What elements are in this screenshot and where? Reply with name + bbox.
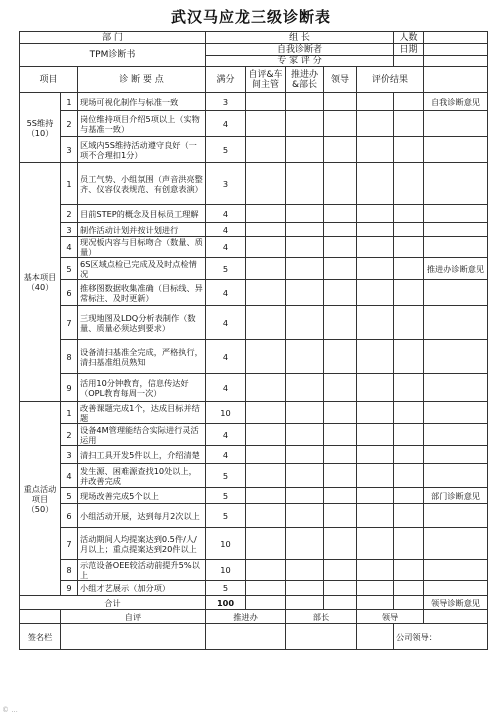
opinion-cell[interactable] (424, 340, 488, 374)
row-no: 8 (61, 560, 78, 581)
score-cell[interactable] (357, 306, 394, 340)
score-cell[interactable] (286, 402, 324, 424)
score-cell[interactable] (286, 237, 324, 258)
row-score: 4 (206, 237, 246, 258)
col-points: 诊 断 要 点 (78, 67, 206, 93)
score-cell[interactable] (286, 258, 324, 280)
score-cell[interactable] (357, 560, 394, 581)
score-cell[interactable] (324, 280, 357, 306)
score-cell[interactable] (324, 402, 357, 424)
row-point: 现场改善完成5个以上 (78, 488, 206, 504)
row-no: 2 (61, 205, 78, 223)
score-cell[interactable] (357, 137, 394, 163)
score-cell[interactable] (357, 93, 394, 111)
score-cell[interactable] (246, 223, 286, 237)
score-cell[interactable] (286, 464, 324, 488)
row-point: 推移图数据收集准确（目标线、异常标注、及时更新） (78, 280, 206, 306)
row-no: 1 (61, 163, 78, 205)
score-cell[interactable] (286, 581, 324, 596)
opinion-cell[interactable] (424, 424, 488, 446)
opinion-cell[interactable] (424, 237, 488, 258)
score-cell[interactable] (324, 306, 357, 340)
row-no: 3 (61, 223, 78, 237)
row-point: 改善课题完成1个，达成目标并结题 (78, 402, 206, 424)
score-cell[interactable] (246, 464, 286, 488)
table-row (20, 488, 488, 504)
row-no: 9 (61, 374, 78, 402)
score-cell[interactable] (246, 280, 286, 306)
score-cell[interactable] (246, 111, 286, 137)
score-cell[interactable] (357, 205, 394, 223)
table-row (20, 237, 488, 258)
signature-head[interactable] (286, 624, 357, 650)
expert-score-label: 专 家 评 分 (206, 56, 394, 67)
score-cell[interactable] (357, 374, 394, 402)
row-no: 5 (61, 488, 78, 504)
score-cell[interactable] (286, 560, 324, 581)
score-cell[interactable] (357, 528, 394, 560)
row-point: 活动期间人均提案达到0.5件/人/月以上；重点提案达到20件以上 (78, 528, 206, 560)
score-cell[interactable] (246, 528, 286, 560)
row-point: 现况板内容与目标吻合（数量、质量） (78, 237, 206, 258)
row-score: 4 (206, 111, 246, 137)
total-row (20, 596, 488, 610)
opinion-cell[interactable] (424, 280, 488, 306)
score-cell[interactable] (246, 93, 286, 111)
score-cell[interactable] (324, 93, 357, 111)
row-point: 现场可视化制作与标准一致 (78, 93, 206, 111)
score-cell[interactable] (394, 137, 424, 163)
opinion-cell[interactable] (424, 464, 488, 488)
score-cell[interactable] (394, 306, 424, 340)
score-cell[interactable] (394, 111, 424, 137)
total-label: 合计 (20, 596, 206, 610)
row-point: 三现地图及LDQ分析表制作（数量、质量必须达到要求） (78, 306, 206, 340)
opinion-cell[interactable] (424, 306, 488, 340)
score-cell[interactable] (394, 446, 424, 464)
table-row (20, 464, 488, 488)
score-cell[interactable] (394, 528, 424, 560)
row-point: 活用10分钟教育，信息传达好（OPL教育每周一次） (78, 374, 206, 402)
score-cell[interactable] (394, 504, 424, 528)
company-leader-label[interactable]: 公司领导： (394, 624, 488, 650)
section-name: 5S维持（10） (20, 93, 61, 163)
table-row (20, 424, 488, 446)
score-cell[interactable] (357, 340, 394, 374)
table-row (20, 205, 488, 223)
score-cell[interactable] (394, 163, 424, 205)
score-cell[interactable] (357, 237, 394, 258)
row-point: 目前STEP的概念及目标员工理解 (78, 205, 206, 223)
row-score: 4 (206, 280, 246, 306)
team-leader-label: 组 长 (206, 32, 394, 44)
score-cell[interactable] (324, 528, 357, 560)
score-cell[interactable] (394, 93, 424, 111)
row-score: 4 (206, 205, 246, 223)
sign-header-row (20, 610, 488, 624)
score-cell[interactable] (324, 424, 357, 446)
row-point: 6S区域点检已完成及及时点检情况 (78, 258, 206, 280)
score-cell[interactable] (357, 424, 394, 446)
row-score: 10 (206, 402, 246, 424)
score-cell[interactable] (357, 402, 394, 424)
score-cell[interactable] (394, 280, 424, 306)
row-no: 7 (61, 306, 78, 340)
opinion-cell[interactable] (424, 223, 488, 237)
score-cell[interactable] (286, 504, 324, 528)
table-row (20, 111, 488, 137)
score-cell[interactable] (357, 258, 394, 280)
score-cell[interactable] (286, 111, 324, 137)
score-cell[interactable] (324, 163, 357, 205)
row-no: 8 (61, 340, 78, 374)
opinion-cell[interactable] (424, 374, 488, 402)
section-name: 重点活动项目（50） (20, 402, 61, 596)
row-score: 5 (206, 504, 246, 528)
opinion-label: 部门诊断意见 (424, 488, 488, 504)
score-cell[interactable] (246, 374, 286, 402)
score-cell[interactable] (357, 596, 394, 610)
row-no: 1 (61, 93, 78, 111)
opinion-cell[interactable] (424, 581, 488, 596)
score-cell[interactable] (394, 464, 424, 488)
score-cell[interactable] (246, 424, 286, 446)
table-row (20, 446, 488, 464)
col-item: 项目 (20, 67, 78, 93)
opinion-cell[interactable] (424, 446, 488, 464)
row-score: 3 (206, 93, 246, 111)
score-cell[interactable] (246, 488, 286, 504)
score-cell[interactable] (246, 581, 286, 596)
row-point: 区域内5S维持活动遵守良好（一项不合理扣1分） (78, 137, 206, 163)
score-cell[interactable] (324, 258, 357, 280)
row-no: 5 (61, 258, 78, 280)
col-promo-head: 推进办&部长 (286, 67, 324, 93)
opinion-cell[interactable] (424, 560, 488, 581)
row-score: 4 (206, 306, 246, 340)
score-cell[interactable] (394, 223, 424, 237)
row-point: 设备清扫基准全完成，严格执行，清扫基准组员熟知 (78, 340, 206, 374)
opinion-label: 自我诊断意见 (424, 93, 488, 111)
sign-self: 自评 (61, 610, 206, 624)
score-cell[interactable] (286, 488, 324, 504)
score-cell[interactable] (286, 93, 324, 111)
sign-label: 签名栏 (20, 624, 61, 650)
row-no: 9 (61, 581, 78, 596)
score-cell[interactable] (394, 374, 424, 402)
score-cell[interactable] (286, 163, 324, 205)
score-cell[interactable] (324, 237, 357, 258)
score-cell[interactable] (394, 581, 424, 596)
row-point: 岗位维持项目介绍5项以上（实物与基准一致） (78, 111, 206, 137)
score-cell[interactable] (286, 205, 324, 223)
sign-leader: 领导 (357, 610, 424, 624)
score-cell[interactable] (394, 596, 424, 610)
score-cell[interactable] (246, 205, 286, 223)
opinion-cell[interactable] (424, 402, 488, 424)
score-cell[interactable] (324, 205, 357, 223)
score-cell[interactable] (324, 581, 357, 596)
table-row (20, 560, 488, 581)
row-score: 4 (206, 223, 246, 237)
row-score: 4 (206, 446, 246, 464)
row-no: 4 (61, 464, 78, 488)
row-no: 2 (61, 424, 78, 446)
table-row (20, 581, 488, 596)
row-point: 小组活动开展，达到每月2次以上 (78, 504, 206, 528)
score-cell[interactable] (394, 402, 424, 424)
score-cell[interactable] (394, 340, 424, 374)
sign-promo: 推进办 (206, 610, 286, 624)
score-cell[interactable] (286, 306, 324, 340)
score-cell[interactable] (286, 374, 324, 402)
people-count-label: 人数 (394, 32, 424, 44)
score-cell[interactable] (357, 446, 394, 464)
col-leader: 领导 (324, 67, 357, 93)
row-point: 小组才艺展示（加分项） (78, 581, 206, 596)
score-cell[interactable] (246, 163, 286, 205)
opinion-cell[interactable] (424, 137, 488, 163)
opinion-cell[interactable] (424, 111, 488, 137)
opinion-cell[interactable] (424, 528, 488, 560)
signature-promo[interactable] (206, 624, 286, 650)
score-cell[interactable] (286, 280, 324, 306)
score-cell[interactable] (357, 223, 394, 237)
score-cell[interactable] (324, 340, 357, 374)
table-row (20, 504, 488, 528)
table-row (20, 340, 488, 374)
score-cell[interactable] (324, 111, 357, 137)
table-row (20, 258, 488, 280)
signature-self[interactable] (61, 624, 206, 650)
score-cell[interactable] (357, 280, 394, 306)
score-cell[interactable] (357, 504, 394, 528)
tpm-book-label: TPM诊断书 (20, 44, 206, 67)
row-point: 员工气势、小组氛围（声音洪亮整齐、仪容仪表规范、有创意表演） (78, 163, 206, 205)
row-no: 6 (61, 280, 78, 306)
table-row (20, 280, 488, 306)
score-cell[interactable] (324, 596, 357, 610)
score-cell[interactable] (394, 424, 424, 446)
row-point: 清扫工具开发5件以上，介绍清楚 (78, 446, 206, 464)
diagnosis-table (19, 31, 488, 650)
score-cell[interactable] (246, 137, 286, 163)
row-score: 5 (206, 488, 246, 504)
score-cell[interactable] (246, 258, 286, 280)
score-cell[interactable] (246, 402, 286, 424)
row-no: 4 (61, 237, 78, 258)
score-cell[interactable] (286, 137, 324, 163)
score-cell[interactable] (246, 596, 286, 610)
date-value[interactable] (424, 44, 488, 56)
table-row (20, 163, 488, 205)
date-label: 日期 (394, 44, 424, 56)
row-score: 4 (206, 374, 246, 402)
row-point: 设备4M管理能结合实际进行灵活运用 (78, 424, 206, 446)
score-cell[interactable] (286, 223, 324, 237)
row-no: 2 (61, 111, 78, 137)
row-no: 3 (61, 137, 78, 163)
row-score: 5 (206, 464, 246, 488)
score-cell[interactable] (324, 504, 357, 528)
score-cell[interactable] (357, 163, 394, 205)
score-cell[interactable] (357, 111, 394, 137)
row-no: 3 (61, 446, 78, 464)
opinion-label: 推进办诊断意见 (424, 258, 488, 280)
score-cell[interactable] (246, 306, 286, 340)
score-cell[interactable] (357, 464, 394, 488)
total-value: 100 (206, 596, 246, 610)
row-score: 10 (206, 528, 246, 560)
col-self-supervisor: 自评&车间主管 (246, 67, 286, 93)
score-cell[interactable] (394, 488, 424, 504)
table-row (20, 528, 488, 560)
row-no: 7 (61, 528, 78, 560)
row-score: 3 (206, 163, 246, 205)
score-cell[interactable] (394, 237, 424, 258)
row-score: 4 (206, 424, 246, 446)
opinion-cell[interactable] (424, 205, 488, 223)
score-cell[interactable] (286, 424, 324, 446)
opinion-cell[interactable] (424, 163, 488, 205)
score-cell[interactable] (286, 446, 324, 464)
score-cell[interactable] (246, 446, 286, 464)
score-cell[interactable] (324, 488, 357, 504)
score-cell[interactable] (324, 137, 357, 163)
score-cell[interactable] (394, 560, 424, 581)
page-title: 武汉马应龙三级诊断表 (170, 8, 331, 26)
row-score: 5 (206, 137, 246, 163)
row-score: 4 (206, 340, 246, 374)
table-row (20, 402, 488, 424)
sign-head: 部长 (286, 610, 357, 624)
score-cell[interactable] (324, 464, 357, 488)
row-point: 发生源、困难源查找10处以上，并改善完成 (78, 464, 206, 488)
score-cell[interactable] (324, 223, 357, 237)
score-cell[interactable] (394, 205, 424, 223)
score-cell[interactable] (324, 446, 357, 464)
table-row (20, 137, 488, 163)
table-row (20, 223, 488, 237)
col-full: 满分 (206, 67, 246, 93)
score-cell[interactable] (246, 237, 286, 258)
row-no: 1 (61, 402, 78, 424)
watermark: © ... (2, 706, 18, 714)
sign-row (20, 624, 488, 650)
people-count-value[interactable] (424, 32, 488, 44)
score-cell[interactable] (357, 488, 394, 504)
score-cell[interactable] (286, 340, 324, 374)
opinion-label: 领导诊断意见 (424, 596, 488, 610)
score-cell[interactable] (246, 504, 286, 528)
score-cell[interactable] (246, 560, 286, 581)
score-cell[interactable] (357, 581, 394, 596)
table-row (20, 374, 488, 402)
row-no: 6 (61, 504, 78, 528)
row-score: 5 (206, 581, 246, 596)
dept-label: 部 门 (20, 32, 206, 44)
table-row (20, 306, 488, 340)
score-cell[interactable] (324, 374, 357, 402)
score-cell[interactable] (286, 528, 324, 560)
opinion-cell[interactable] (424, 504, 488, 528)
row-score: 5 (206, 258, 246, 280)
row-score: 10 (206, 560, 246, 581)
row-point: 示范设备OEE较活动前提升5%以上 (78, 560, 206, 581)
score-cell[interactable] (394, 258, 424, 280)
score-cell[interactable] (246, 340, 286, 374)
score-cell[interactable] (286, 596, 324, 610)
table-row (20, 93, 488, 111)
row-point: 制作活动计划并按计划进行 (78, 223, 206, 237)
signature-leader[interactable] (357, 624, 394, 650)
score-cell[interactable] (324, 560, 357, 581)
col-eval-result: 评价结果 (357, 67, 424, 93)
self-leader-label: 自我诊断者 (206, 44, 394, 56)
section-name: 基本项目（40） (20, 163, 61, 402)
